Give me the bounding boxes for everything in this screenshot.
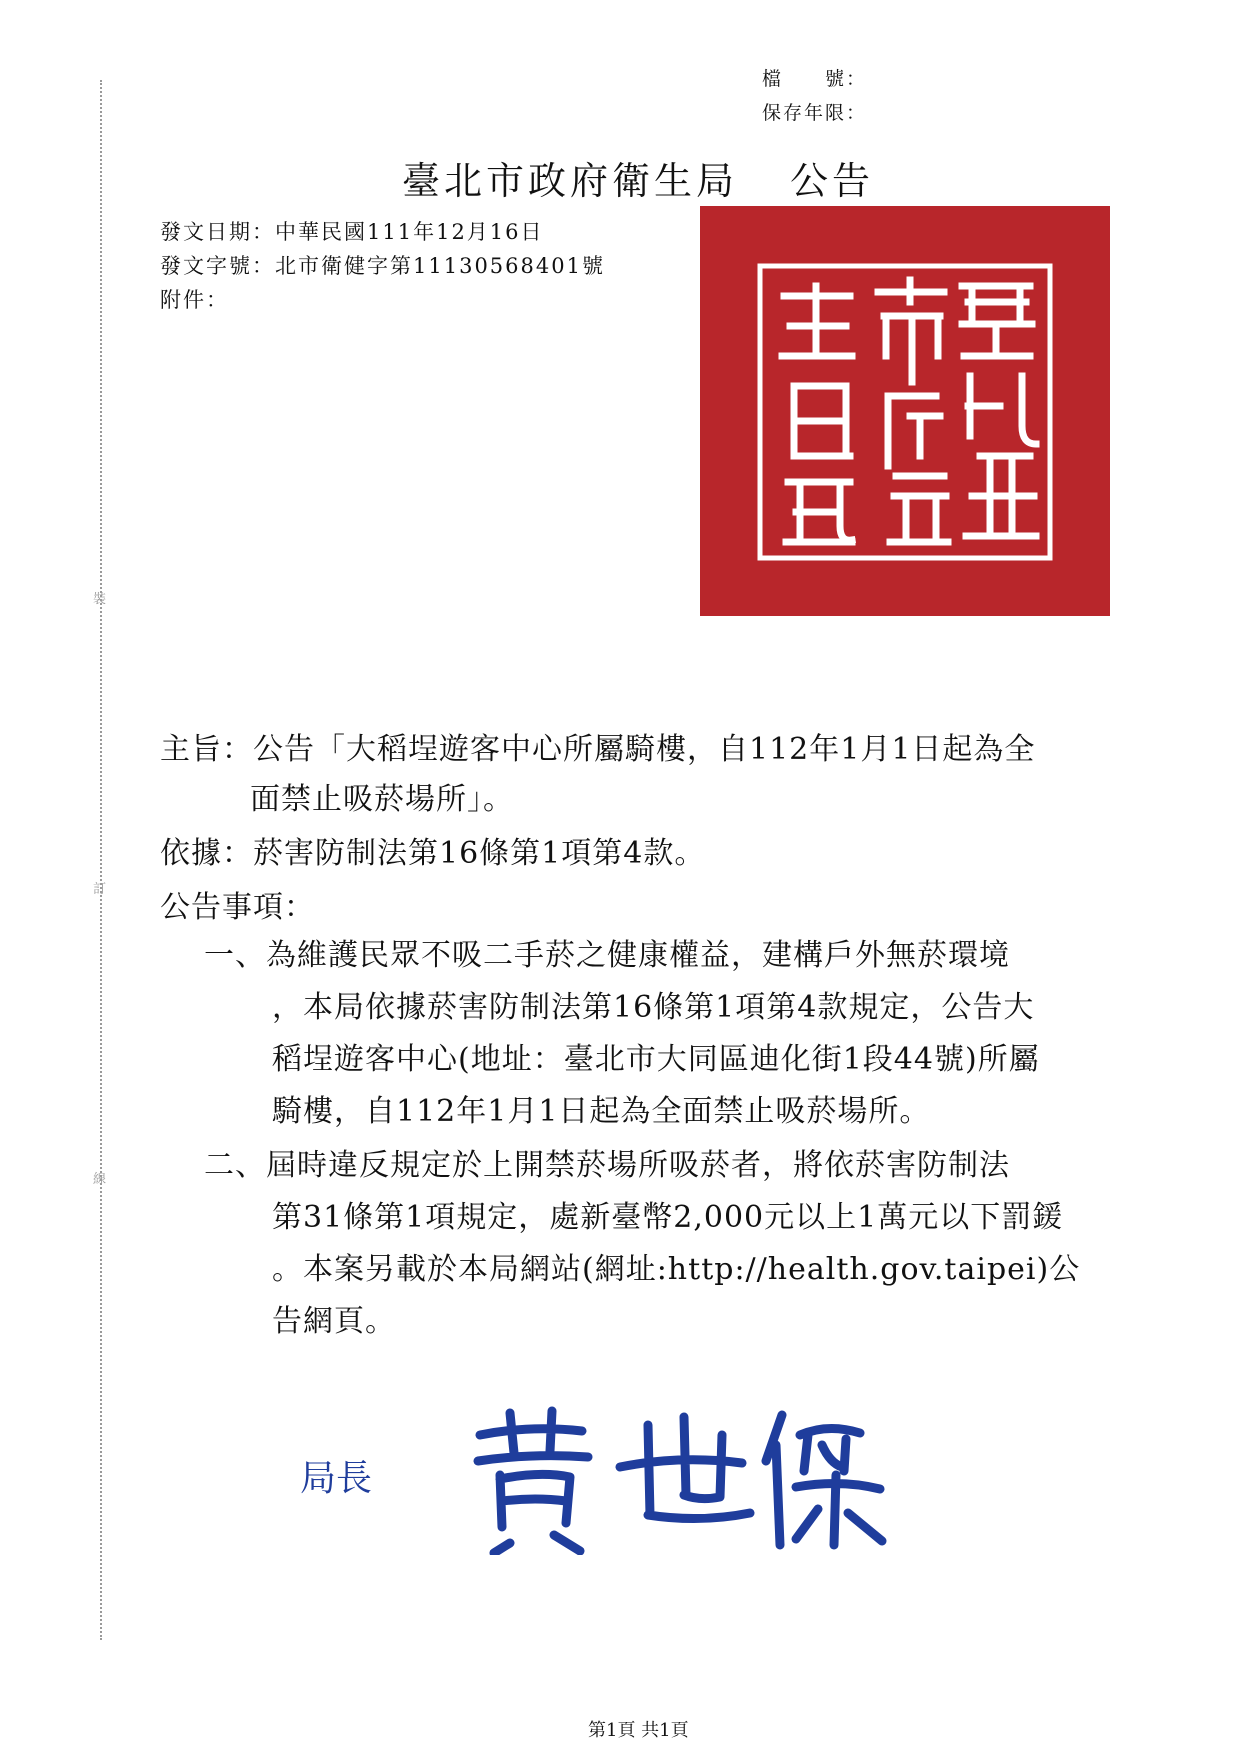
document-number: 發文字號：北市衛健字第11130568401號 <box>160 254 605 278</box>
item-2-line-1: 二、屆時違反規定於上開禁菸場所吸菸者，將依菸害防制法 <box>204 1148 1010 1183</box>
binding-mark-zhuang: 裝 <box>93 592 107 607</box>
legal-basis: 依據：菸害防制法第16條第1項第4款。 <box>160 836 706 871</box>
item-1-line-1: 一、為維護民眾不吸二手菸之健康權益，建構戶外無菸環境 <box>204 938 1010 973</box>
document-type: 公告 <box>790 159 875 203</box>
binding-mark-ding: 訂 <box>93 882 107 897</box>
issue-date: 發文日期：中華民國111年12月16日 <box>160 220 544 244</box>
attachment-label: 附件： <box>160 288 229 312</box>
director-signature <box>470 1405 890 1559</box>
item-2-line-3: 。本案另載於本局網站(網址:http://health.gov.taipei)公 <box>272 1252 1081 1287</box>
item-1-line-2: ，本局依據菸害防制法第16條第1項第4款規定，公告大 <box>272 990 1035 1025</box>
handwritten-signature <box>470 1405 890 1555</box>
page-number: 第1頁 共1頁 <box>588 1720 689 1741</box>
retention-period-label: 保存年限： <box>762 102 868 124</box>
subject-line-1: 主旨：公告「大稻埕遊客中心所屬騎樓，自112年1月1日起為全 <box>160 732 1036 767</box>
subject-line-2: 面禁止吸菸場所」。 <box>250 782 514 817</box>
official-seal <box>700 206 1110 616</box>
item-2-line-2: 第31條第1項規定，處新臺幣2,000元以上1萬元以下罰鍰 <box>272 1200 1064 1235</box>
item-2-line-4: 告網頁。 <box>272 1304 396 1339</box>
seal-graphic <box>700 206 1110 616</box>
binding-mark-xian: 線 <box>93 1172 107 1187</box>
binding-line <box>100 80 102 1640</box>
item-1-line-3: 稻埕遊客中心(地址：臺北市大同區迪化街1段44號)所屬 <box>272 1042 1040 1077</box>
agency-title: 臺北市政府衛生局 <box>402 159 739 203</box>
announcement-items-heading: 公告事項： <box>160 890 315 925</box>
file-number-label: 檔 號： <box>762 68 868 90</box>
item-1-line-4: 騎樓，自112年1月1日起為全面禁止吸菸場所。 <box>272 1094 931 1129</box>
director-title: 局長 <box>300 1458 373 1499</box>
